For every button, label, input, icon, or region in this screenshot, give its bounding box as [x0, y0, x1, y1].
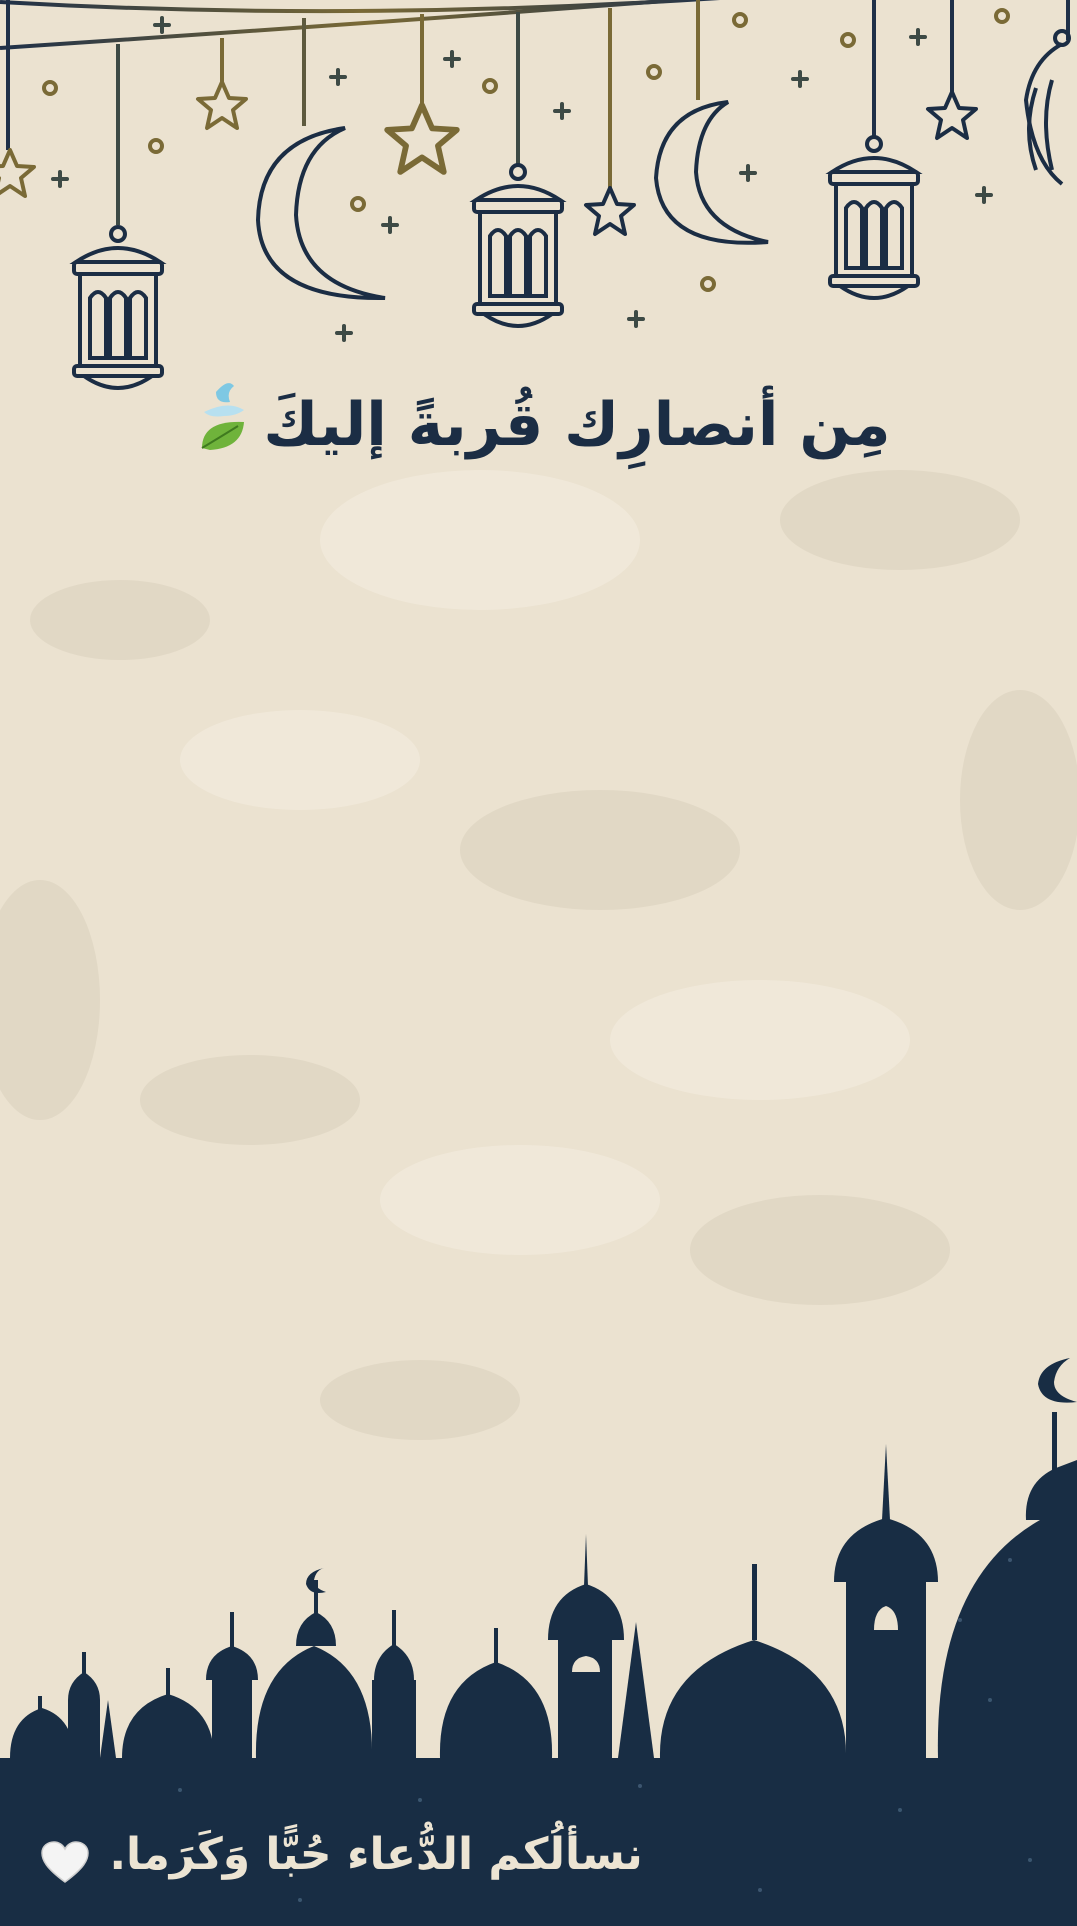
footer-caption [40, 1820, 760, 1890]
leaf-with-water-icon [187, 394, 235, 462]
caption-text: نسألُكم الدُّعاء حُبًّا وَكَرَما. [109, 1829, 643, 1880]
white-heart-icon [40, 1835, 90, 1879]
title-text: مِن أنصارِك قُربةً إليكَ [263, 390, 891, 460]
page-title [0, 375, 1077, 475]
